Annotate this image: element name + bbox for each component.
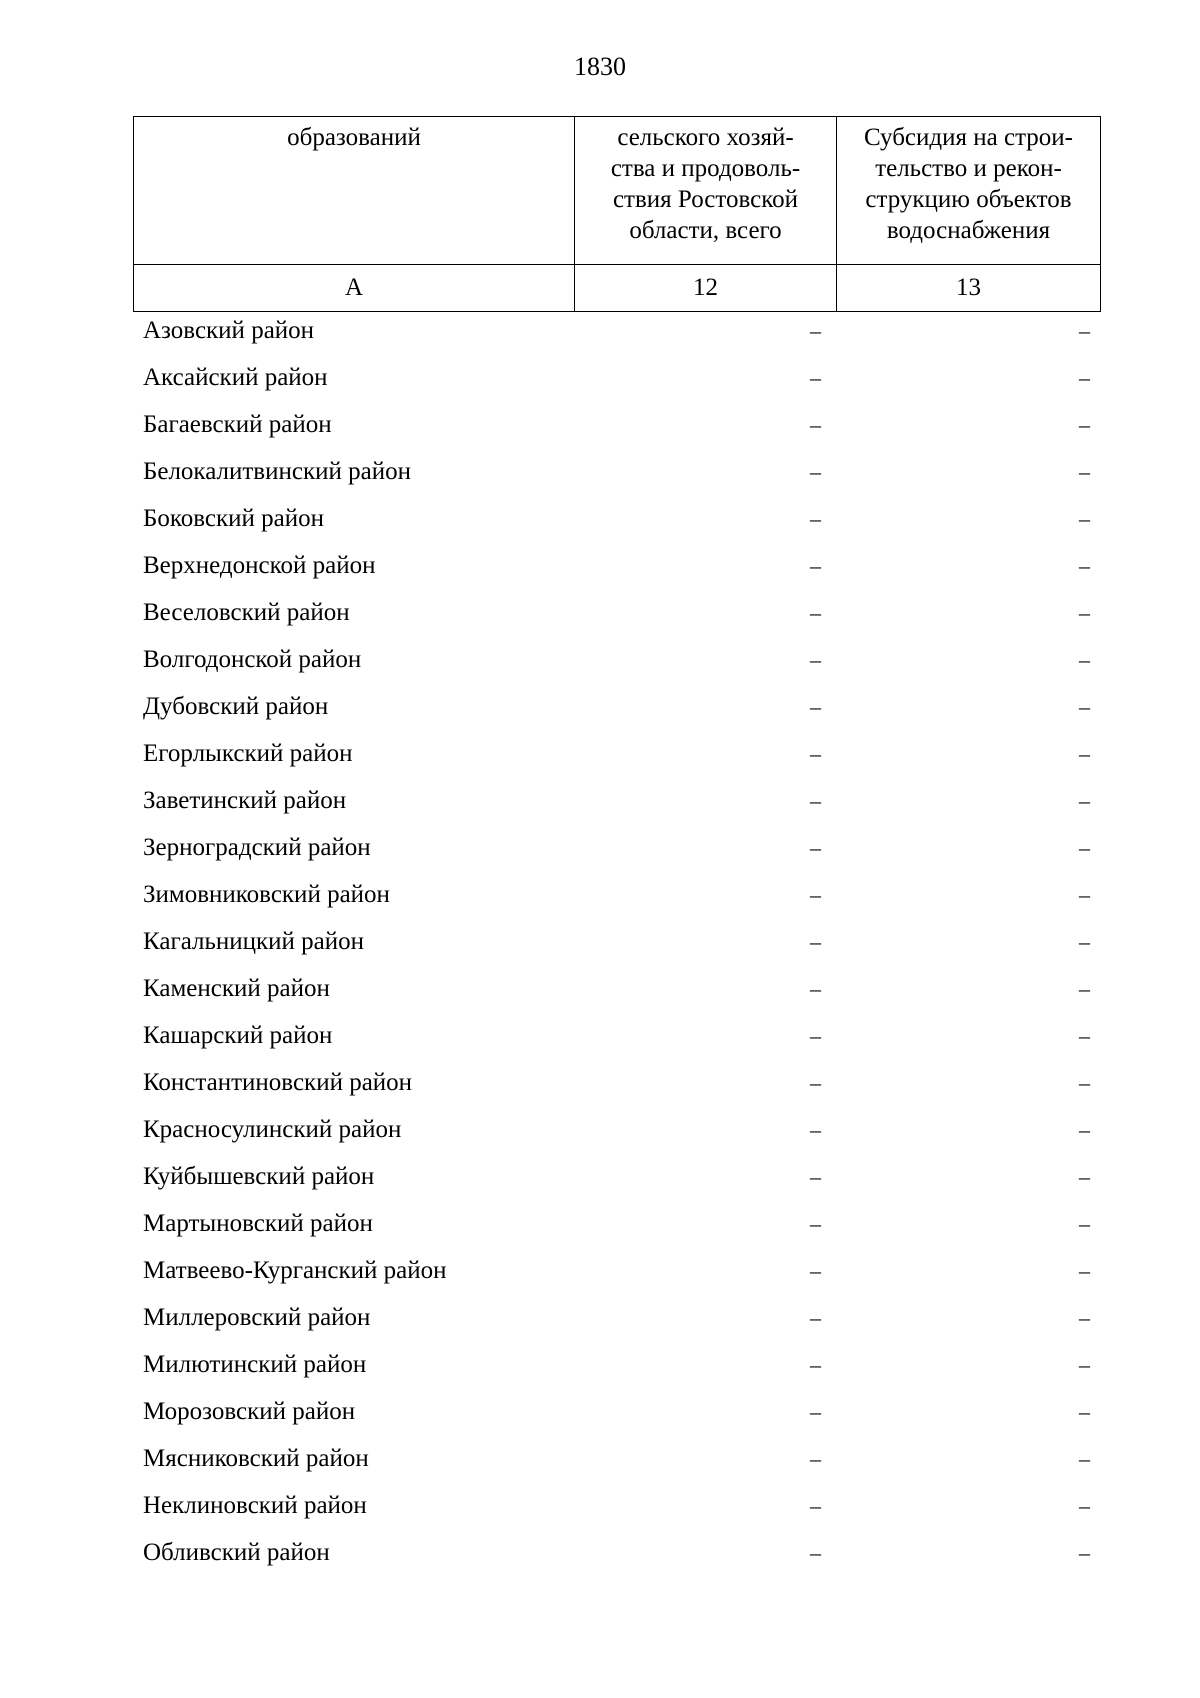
table-row: [133, 1157, 1100, 1204]
value-col-12: –: [810, 694, 821, 719]
header-label-col-12: сельского хозяй- ства и продоволь- ствия Ростовской области, всего: [610, 124, 801, 244]
page-number: 1830: [574, 52, 626, 81]
table-row: [133, 640, 1100, 687]
district-name: Белокалитвинский район: [143, 458, 411, 485]
value-col-12: –: [810, 1305, 821, 1330]
value-col-12: –: [810, 1446, 821, 1471]
district-name: Константиновский район: [143, 1069, 413, 1096]
column-index-a: А: [134, 265, 575, 312]
value-col-12: –: [810, 1211, 821, 1236]
value-col-12: –: [810, 788, 821, 813]
district-name: Мясниковский район: [143, 1445, 369, 1472]
district-name: Куйбышевский район: [143, 1163, 375, 1190]
table-row: [133, 405, 1100, 452]
value-col-13: –: [1079, 1352, 1090, 1377]
table-row: [133, 499, 1100, 546]
district-name: Мартыновский район: [143, 1210, 373, 1237]
table-row: [133, 452, 1100, 499]
value-col-13: –: [1079, 1258, 1090, 1283]
value-col-12: –: [810, 1399, 821, 1424]
table-row: [133, 1251, 1100, 1298]
header-cell-col-a: [134, 117, 575, 265]
value-col-13: –: [1079, 412, 1090, 437]
column-index-12: 12: [575, 265, 837, 312]
table-row: [133, 1110, 1100, 1157]
header-cell-col-12: [575, 117, 837, 265]
table-row: [133, 1204, 1100, 1251]
value-col-13: –: [1079, 788, 1090, 813]
header-label-col-13: Субсидия на строи- тельство и рекон- струкцию объектов водоснабжения: [863, 124, 1074, 244]
district-name: Зерноградский район: [143, 834, 371, 861]
table-row: [133, 875, 1100, 922]
value-col-13: –: [1079, 1211, 1090, 1236]
table-row: [133, 546, 1100, 593]
district-name: Верхнедонской район: [143, 552, 376, 579]
value-col-13: –: [1079, 929, 1090, 954]
table-row: [133, 1063, 1100, 1110]
value-col-13: –: [1079, 835, 1090, 860]
value-col-13: –: [1079, 694, 1090, 719]
value-col-13: –: [1079, 976, 1090, 1001]
table-row: [133, 1345, 1100, 1392]
header-cell-col-13: [837, 117, 1101, 265]
value-col-12: –: [810, 882, 821, 907]
table-row: [133, 922, 1100, 969]
value-col-13: –: [1079, 1164, 1090, 1189]
value-col-13: –: [1079, 1399, 1090, 1424]
table-row: [133, 734, 1100, 781]
value-col-12: –: [810, 976, 821, 1001]
value-col-13: –: [1079, 1446, 1090, 1471]
value-col-13: –: [1079, 600, 1090, 625]
district-name: Обливский район: [143, 1539, 330, 1566]
table-row: [133, 687, 1100, 734]
table-row: [133, 593, 1100, 640]
value-col-13: –: [1079, 365, 1090, 390]
district-name: Зимовниковский район: [143, 881, 390, 908]
table-header: [133, 116, 1101, 312]
district-name: Егорлыкский район: [143, 740, 353, 767]
value-col-12: –: [810, 647, 821, 672]
table-row: [133, 969, 1100, 1016]
district-name: Милютинский район: [143, 1351, 367, 1378]
district-name: Азовский район: [143, 317, 315, 344]
table-row: [133, 828, 1100, 875]
value-col-13: –: [1079, 741, 1090, 766]
column-index-13: 13: [837, 265, 1101, 312]
value-col-12: –: [810, 459, 821, 484]
table-row: [133, 781, 1100, 828]
value-col-12: –: [810, 1117, 821, 1142]
value-col-12: –: [810, 365, 821, 390]
value-col-12: –: [810, 1493, 821, 1518]
value-col-13: –: [1079, 1023, 1090, 1048]
value-col-13: –: [1079, 1117, 1090, 1142]
district-name: Волгодонской район: [143, 646, 362, 673]
value-col-12: –: [810, 506, 821, 531]
table-row: [133, 1439, 1100, 1486]
value-col-13: –: [1079, 1540, 1090, 1565]
value-col-12: –: [810, 553, 821, 578]
value-col-13: –: [1079, 506, 1090, 531]
value-col-12: –: [810, 741, 821, 766]
value-col-13: –: [1079, 882, 1090, 907]
district-name: Каменский район: [143, 975, 330, 1002]
district-name: Заветинский район: [143, 787, 347, 814]
value-col-13: –: [1079, 647, 1090, 672]
district-name: Боковский район: [143, 505, 324, 532]
value-col-12: –: [810, 1540, 821, 1565]
table-row: [133, 1392, 1100, 1439]
district-name: Багаевский район: [143, 411, 332, 438]
district-name: Кашарский район: [143, 1022, 333, 1049]
table-row: [133, 358, 1100, 405]
value-col-13: –: [1079, 1305, 1090, 1330]
value-col-13: –: [1079, 318, 1090, 343]
district-name: Неклиновский район: [143, 1492, 367, 1519]
header-label-col-a: образований: [287, 124, 421, 151]
value-col-12: –: [810, 1070, 821, 1095]
district-name: Матвеево-Курганский район: [143, 1257, 447, 1284]
value-col-12: –: [810, 929, 821, 954]
value-col-12: –: [810, 1164, 821, 1189]
value-col-12: –: [810, 1352, 821, 1377]
district-name: Веселовский район: [143, 599, 350, 626]
header-row: [134, 117, 1101, 265]
value-col-12: –: [810, 412, 821, 437]
table-row: [133, 311, 1100, 358]
district-name: Дубовский район: [143, 693, 329, 720]
district-name: Красносулинский район: [143, 1116, 402, 1143]
value-col-12: –: [810, 600, 821, 625]
district-name: Кагальницкий район: [143, 928, 365, 955]
table-row: [133, 1486, 1100, 1533]
value-col-12: –: [810, 1258, 821, 1283]
table-body: [133, 311, 1100, 1580]
value-col-12: –: [810, 1023, 821, 1048]
column-index-row: [134, 265, 1101, 312]
value-col-12: –: [810, 318, 821, 343]
table-row: [133, 1298, 1100, 1345]
district-name: Морозовский район: [143, 1398, 356, 1425]
table-row: [133, 1533, 1100, 1580]
value-col-13: –: [1079, 553, 1090, 578]
district-name: Миллеровский район: [143, 1304, 371, 1331]
value-col-13: –: [1079, 1070, 1090, 1095]
table-row: [133, 1016, 1100, 1063]
value-col-13: –: [1079, 1493, 1090, 1518]
value-col-12: –: [810, 835, 821, 860]
district-name: Аксайский район: [143, 364, 328, 391]
value-col-13: –: [1079, 459, 1090, 484]
